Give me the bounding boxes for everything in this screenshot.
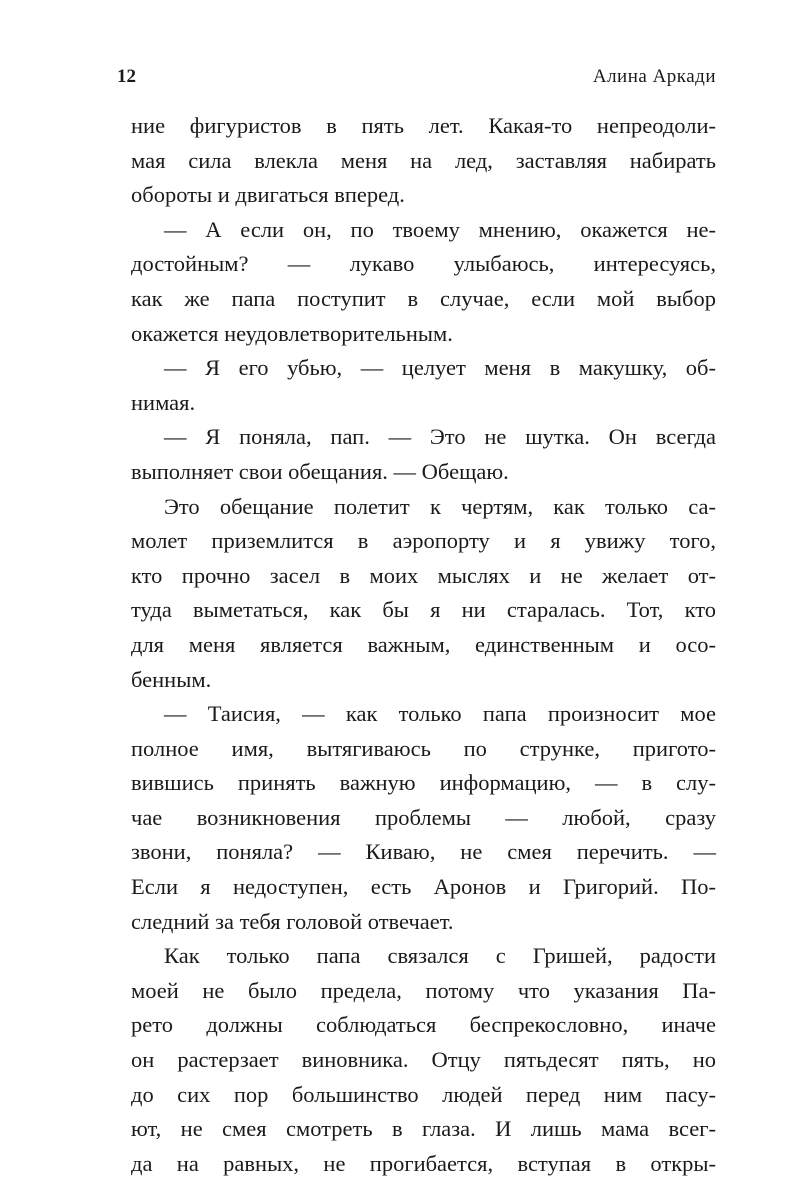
text-line: окажется неудовлетворительным. xyxy=(131,320,453,346)
text-line: рето должны соблюдаться беспрекословно, иначе xyxy=(131,1012,716,1038)
text-line: для меня является важным, единственным и осо- xyxy=(131,631,716,657)
text-line: нимая. xyxy=(131,389,196,415)
text-line: достойным? — лукаво улыбаюсь, интересуясь, xyxy=(131,251,716,277)
text-line: чае возникновения проблемы — любой, сразу xyxy=(131,804,716,830)
page-number: 12 xyxy=(117,66,136,87)
text-line: — Таисия, — как только папа произносит мое xyxy=(164,701,716,727)
paragraph xyxy=(131,697,716,939)
text-line: полное имя, вытягиваюсь по струнке, пригото- xyxy=(131,735,716,761)
text-line: туда выметаться, как бы я ни старалась. Тот, кто xyxy=(131,597,716,623)
text-line: до сих пор большинство людей перед ним пасу- xyxy=(131,1081,716,1107)
text-line: кто прочно засел в моих мыслях и не желает от- xyxy=(131,562,716,588)
text-line: ют, не смея смотреть в глаза. И лишь мама всег- xyxy=(131,1116,716,1142)
text-line: звони, поняла? — Киваю, не смея перечить. — xyxy=(131,839,716,865)
paragraph xyxy=(131,939,716,1181)
text-line: — Я его убью, — целует меня в макушку, об- xyxy=(164,355,716,381)
text-line: ние фигуристов в пять лет. Какая-то непреодоли- xyxy=(131,113,716,138)
text-line: Если я недоступен, есть Аронов и Григорий. По- xyxy=(131,874,716,900)
text-line: — А если он, по твоему мнению, окажется не- xyxy=(164,216,716,242)
paragraph xyxy=(131,213,716,351)
text-line: молет приземлится в аэропорту и я увижу того, xyxy=(131,528,716,554)
text-line: бенным. xyxy=(131,666,212,692)
author-name: Алина Аркади xyxy=(592,66,716,87)
text-line: выполняет свои обещания. — Обещаю. xyxy=(131,458,509,484)
text-line: Это обещание полетит к чертям, как только са- xyxy=(164,493,716,519)
paragraph xyxy=(131,490,716,698)
text-line: следний за тебя головой отвечает. xyxy=(131,908,454,934)
paragraph xyxy=(131,420,716,489)
text-line: да на равных, не прогибается, вступая в откры- xyxy=(131,1150,716,1176)
paragraph xyxy=(131,351,716,420)
text-line: моей не было предела, потому что указания Па- xyxy=(131,977,716,1003)
running-header xyxy=(117,66,716,92)
text-line: как же папа поступит в случае, если мой выбор xyxy=(131,285,716,311)
text-line: вившись принять важную информацию, — в слу- xyxy=(131,770,716,796)
text-line: обороты и двигаться вперед. xyxy=(131,182,405,208)
text-line: — Я поняла, пап. — Это не шутка. Он всегда xyxy=(164,424,716,450)
text-line: мая сила влекла меня на лед, заставляя набирать xyxy=(131,147,716,173)
body-text xyxy=(131,109,716,1181)
text-line: Как только папа связался с Гришей, радости xyxy=(164,943,716,969)
paragraph xyxy=(131,109,716,213)
text-line: он растерзает виновника. Отцу пятьдесят пять, но xyxy=(131,1047,716,1073)
